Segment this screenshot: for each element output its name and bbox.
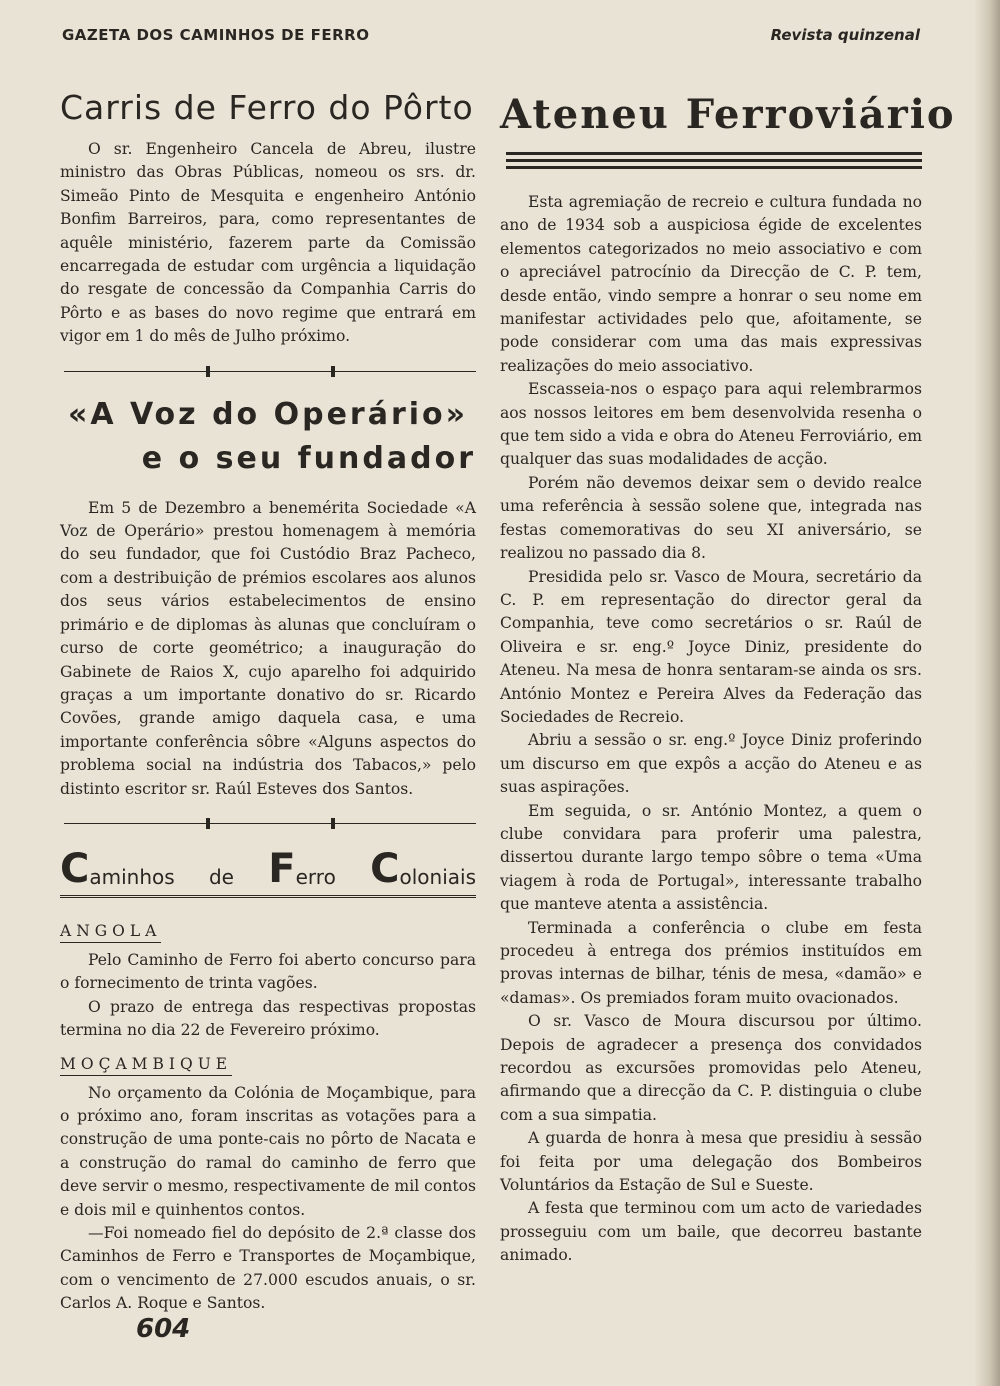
title-word: erro [295,864,336,889]
angola-paragraph: O prazo de entrega das respectivas propostas termina no dia 22 de Fevereiro próximo. [60,997,476,1040]
ateneu-paragraph: Em seguida, o sr. António Montez, a quem o clube convidara para proferir uma palestra, dissertou durante largo tempo sôbre o tema «Uma viagem à roda de Portugal», interessante trabalho que manteve atenta a assistência. [500,801,922,914]
voz-title: «A Voz do Operário» [67,396,469,432]
ateneu-paragraph: A festa que terminou com um acto de variedades prosseguiu com um baile, que decorreu bastante animado. [500,1199,922,1265]
ateneu-title: Ateneu Ferroviário [500,91,956,138]
voz-paragraph: Em 5 de Dezembro a benemérita Sociedade «A Voz de Operário» prestou homenagem à memória do seu fundador, que foi Custódio Braz Pacheco, com a destribuição de prémios escolares aos alunos dos seus vários estabelecimentos de ensino primário e de diplomas às alunas que concluíram o curso de corte geométrico; a inauguração do Gabinete de Raios X, cujo aparelho foi adquirido graças a um importante donativo do sr. Ricardo Covões, grande amigo daquela casa, e uma importante conferência sôbre «Alguns aspectos do problema social na indústria dos Tabacos,» pelo distinto escritor sr. Raúl Esteves dos Santos. [60,498,476,798]
page-number: 604 [136,1314,191,1344]
carris-title: Carris de Ferro do Pôrto [60,88,474,127]
section-divider [64,365,476,379]
title-initial: C [370,845,400,892]
page-edge-shadow [974,0,1000,1386]
mocambique-paragraph: No orçamento da Colónia de Moçambique, para o próximo ano, foram inscritas as votações para a construção de uma ponte-cais no pôrto de Nacata e a construção do ramal do caminho de ferro que deve servir o mesmo, respectivamente de mil contos e dois mil e quinhentos contos. [60,1083,476,1219]
mocambique-paragraph: —Foi nomeado fiel do depósito de 2.ª classe dos Caminhos de Ferro e Transportes de Moçambique, com o vencimento de 27.000 escudos anuais, o sr. Carlos A. Roque e Santos. [60,1224,476,1313]
angola-paragraph: Pelo Caminho de Ferro foi aberto concurso para o fornecimento de trinta vagões. [60,950,476,993]
ateneu-paragraph: Esta agremiação de recreio e cultura fundada no ano de 1934 sob a auspiciosa égide de excelentes elementos categorizados no meio associativo e com o apreciável patrocínio da Direcção de C. P. tem, desde então, vindo sempre a honrar o seu nome em manifestar actividades pelo que, afoitamente, se pode considerar com uma das mais expressivas realizações do meio associativo. [500,193,922,375]
ateneu-paragraph: Escasseia-nos o espaço para aqui relembrarmos aos nossos leitores em bem desenvolvida resenha o que tem sido a vida e obra do Ateneu Ferroviário, em qualquer das suas modalidades de acção. [500,380,922,469]
carris-paragraph: O sr. Engenheiro Cancela de Abreu, ilustre ministro das Obras Públicas, nomeou os srs. dr. Simeão Pinto de Mesquita e engenheiro António Bonfim Barreiros, para, como representantes de aquêle ministério, fazerem parte da Comissão encarregada de estudar com urgência a liquidação do resgate de concessão da Companhia Carris do Pôrto e as bases do novo regime que entrará em vigor em 1 do mês de Julho próximo. [60,140,476,346]
ateneu-paragraph: Terminada a conferência o clube em festa procedeu à entrega dos prémios instituídos em provas internas de bilhar, ténis de mesa, «damão» e «damas». Os premiados foram muito ovacionados. [500,918,922,1007]
ateneu-paragraph: O sr. Vasco de Moura discursou por último. Depois de agradecer a presença dos convidados recordou as excursões promovidas pelo Ateneu, afirmando que a direcção da C. P. distinguia o clube com a sua simpatia. [500,1012,922,1124]
coloniais-title [60,845,476,898]
ateneu-paragraph: A guarda de honra à mesa que presidiu à sessão foi feita por uma delegação dos Bombeiros Voluntários da Estação de Sul e Sueste. [500,1129,922,1195]
running-header-frequency: Revista quinzenal [770,26,920,44]
title-word: de [208,864,234,889]
ateneu-paragraph: Presidida pelo sr. Vasco de Moura, secretário da C. P. em representação do director geral da Companhia, teve como secretários o sr. Raúl de Oliveira e sr. eng.º Joyce Diniz, presidente do Ateneu. Na mesa de honra sentaram-se ainda os srs. António Montez e Pereira Alves da Federação das Sociedades de Recreio. [500,567,922,726]
section-divider [64,817,476,831]
title-initial: F [268,845,296,892]
mocambique-heading: MOÇAMBIQUE [60,1053,232,1076]
ateneu-paragraph: Abriu a sessão o sr. eng.º Joyce Diniz proferindo um discurso em que expôs a acção do Ateneu e as suas aspirações. [500,731,922,797]
right-column [500,90,956,1268]
title-word: oloniais [399,864,476,889]
left-column [60,84,476,1316]
running-header-title: GAZETA DOS CAMINHOS DE FERRO [62,26,370,44]
ateneu-paragraph: Porém não devemos deixar sem o devido realce uma referência à sessão solene que, integrada nas festas comemorativas do seu XI aniversário, se realizou no passado dia 8. [500,473,922,563]
title-word: aminhos [89,864,175,889]
voz-subtitle: e o seu fundador [141,440,476,476]
title-rules [506,152,922,169]
angola-heading: ANGOLA [60,920,161,943]
title-initial: C [60,845,90,892]
